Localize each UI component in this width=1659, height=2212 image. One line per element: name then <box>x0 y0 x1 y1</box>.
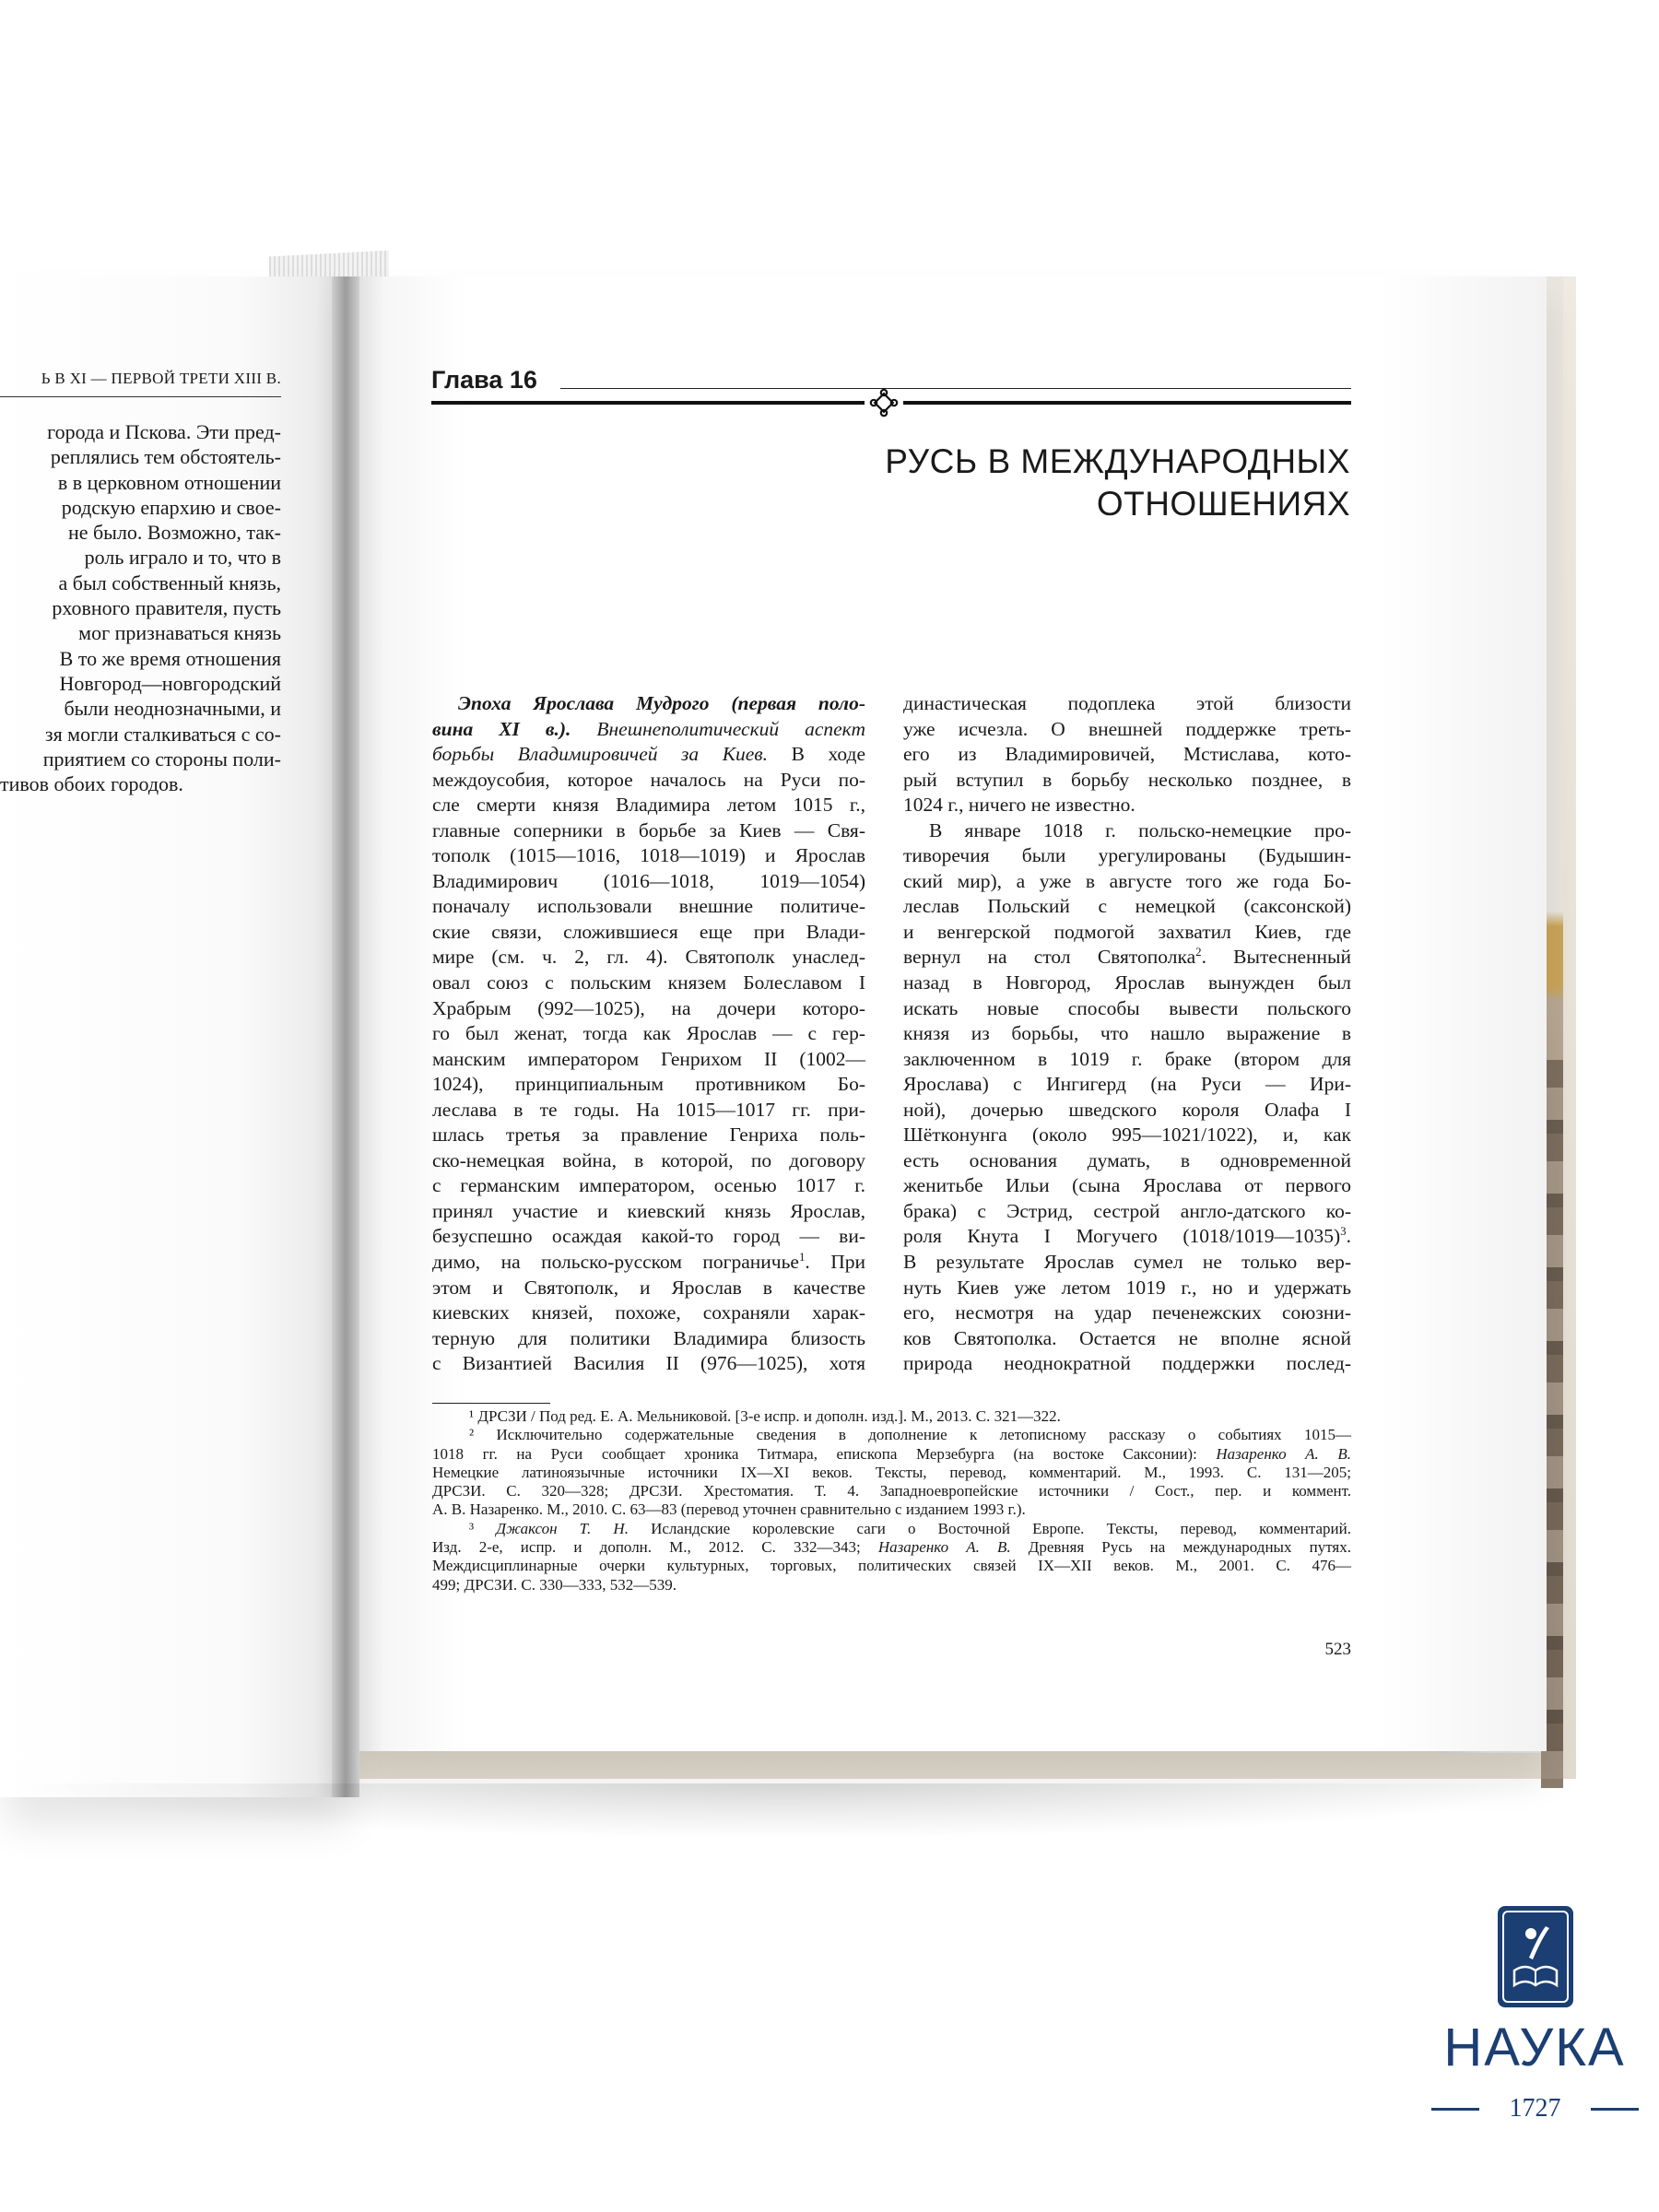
paragraph-line: безуспешно осаждая какой-то город — ви- <box>432 1225 865 1248</box>
footnote-2: А. В. Назаренко. М., 2010. С. 63—83 (перевод уточнен сравнительно с изданием 1993 г.). <box>432 1500 1026 1519</box>
paragraph-line: князя из борьбы, что нашло выражение в <box>903 1022 1351 1045</box>
left-line: в в церковном отношении <box>57 470 281 494</box>
paragraph-line: Храбрым (992—1025), на дочери которо- <box>432 996 865 1019</box>
subsection-heading: Внешнеполитический аспект <box>571 717 865 740</box>
paragraph-line: династическая подоплека этой близости <box>903 692 1351 714</box>
paragraph-line: брака) с Эстрид, сестрой англо-датского ко- <box>903 1199 1351 1222</box>
publisher-name: НАУКА <box>1443 2018 1626 2077</box>
paragraph-line: и венгерской подмогой захватил Киев, где <box>903 920 1351 943</box>
paragraph-line: этом и Святополк, и Ярослав в качестве <box>432 1276 865 1299</box>
paragraph-line: ско-немецкая война, в которой, по договору <box>432 1148 865 1171</box>
heading-rule-thin <box>560 388 1351 389</box>
paragraph-line: уже исчезла. О внешней поддержке треть- <box>903 717 1351 740</box>
footnote-3: Междисциплинарные очерки культурных, торговых, политических связей IX—XII веков. М., 2001. С. 476— <box>432 1557 1351 1575</box>
paragraph-line: тиворечия были урегулированы (Будышин- <box>903 844 1351 867</box>
knot-ornament-icon <box>869 388 899 418</box>
left-line: Новгород—новгородский <box>59 671 281 695</box>
paragraph-line <box>432 691 865 717</box>
paragraph-line: искать новые способы вывести польского <box>903 996 1351 1019</box>
paragraph-line: Владимирович (1016—1018, 1019—1054) <box>432 869 865 892</box>
footnote-1: ¹ ДРСЗИ / Под ред. Е. А. Мельниковой. [3-е испр. и дополн. изд.]. М., 2013. С. 321—322. <box>469 1407 1061 1425</box>
paragraph-line: В январе 1018 г. польско-немецкие про- <box>929 818 1351 841</box>
book-gutter <box>332 276 359 1797</box>
paragraph-line: главные соперники в борьбе за Киев — Свя- <box>432 818 865 841</box>
paragraph-line: ков Святополка. Остается не вполне ясной <box>903 1326 1351 1349</box>
paragraph-line <box>432 717 865 743</box>
left-line: В то же время отношения <box>59 646 281 670</box>
chapter-title-line: ОТНОШЕНИЯХ <box>1096 485 1350 523</box>
chapter-label: Глава 16 <box>431 366 537 394</box>
paragraph-line: нуть Киев уже летом 1019 г., но и удержать <box>903 1276 1351 1299</box>
left-line: приятием со стороны поли- <box>42 747 281 771</box>
paragraph-line: 1024), принципиальным противником Бо- <box>432 1073 865 1096</box>
book-shadow <box>0 1783 1567 1839</box>
paragraph-line: женитьбе Ильи (сына Ярослава от первого <box>903 1174 1351 1197</box>
paragraph-line: его, несмотря на удар печенежских союзни- <box>903 1301 1351 1324</box>
paragraph-line: тополк (1015—1016, 1018—1019) и Ярослав <box>432 844 865 867</box>
paragraph-line: междоусобия, которое началось на Руси по- <box>432 768 865 791</box>
subsection-heading: борьбы Владимировичей за Киев. <box>432 743 769 766</box>
section-heading: Эпоха Ярослава Мудрого (первая поло- <box>458 692 865 714</box>
footnote-ref: 3 <box>1340 1225 1347 1239</box>
paragraph-line: леслав Польский с немецкой (саксонской) <box>903 895 1351 918</box>
text-column-left <box>432 691 865 1377</box>
paragraph-line: назад в Новгород, Ярослав вынужден был <box>903 971 1351 994</box>
left-running-header: Ь В XI — ПЕРВОЙ ТРЕТИ XIII В. <box>41 370 281 387</box>
paragraph-line: поначалу использовали внешние политиче- <box>432 895 865 918</box>
book-quill-icon <box>1498 1906 1573 2007</box>
footnote-3: ³ Джаксон Т. Н. Исландские королевские саги о Восточной Европе. Тексты, перевод, комментарий. <box>469 1519 1351 1537</box>
paragraph-line: манским императором Генрихом II (1002— <box>432 1047 865 1070</box>
left-line: были неоднозначными, и <box>64 697 281 721</box>
paragraph-line: борьбы Владимировичей за Киев. В ходе <box>432 743 865 766</box>
paragraph-line: его из Владимировичей, Мстислава, кото- <box>903 743 1351 766</box>
paragraph-line: роля Кнута I Могучего (1018/1019—1035)$^3$. <box>903 1225 1351 1248</box>
page-number: 523 <box>1324 1640 1351 1659</box>
left-line: тивов обоих городов. <box>0 772 183 796</box>
paragraph-line: вернул на стол Святополка$^2$. Вытесненный <box>903 946 1351 969</box>
logo-dash <box>1591 2108 1639 2111</box>
paragraph-line: В результате Ярослав сумел не только вер- <box>903 1251 1351 1274</box>
left-line: родскую епархию и свое- <box>61 495 281 519</box>
publisher-year-row <box>1431 2095 1639 2123</box>
footnote-ref: 1 <box>798 1250 806 1264</box>
left-line: а был собственный князь, <box>58 571 281 594</box>
paragraph-line: с Византией Василия II (976—1025), хотя <box>432 1352 865 1375</box>
paragraph-line: сле смерти князя Владимира летом 1015 г., <box>432 794 865 817</box>
text-column-right <box>903 691 1351 1377</box>
paragraph-line: ский мир), а уже в августе того же года Бо- <box>903 869 1351 892</box>
paragraph-line: овал союз с польским князем Болеславом I <box>432 971 865 994</box>
publisher-year: 1727 <box>1509 2094 1561 2123</box>
paragraph-line: ские связи, сложившиеся еще при Влади- <box>432 920 865 943</box>
paragraph-line: 1024 г., ничего не известно. <box>903 794 1135 817</box>
footnote-2: ² Исключительно содержательные сведения в дополнение к летописному рассказу о событиях 1015— <box>469 1426 1351 1444</box>
heading-rule-thick-left <box>431 401 865 405</box>
paragraph-line: есть основания думать, в одновременной <box>903 1148 1351 1171</box>
chapter-title-line: РУСЬ В МЕЖДУНАРОДНЫХ <box>885 442 1350 480</box>
left-line: города и Пскова. Эти пред- <box>47 420 281 443</box>
footnote-rule <box>432 1403 550 1404</box>
logo-dash <box>1431 2108 1479 2111</box>
left-line: мог признаваться князь <box>78 621 281 645</box>
paragraph-line: димо, на польско-русском пограничье$^1$. При <box>432 1250 865 1274</box>
paragraph-line: мире (см. ч. 2, гл. 4). Святополк унаслед- <box>432 946 865 969</box>
left-page-text <box>0 419 281 796</box>
heading-rule-thick-right <box>903 401 1351 405</box>
paragraph-line: принял участие и киевский князь Ярослав, <box>432 1199 865 1222</box>
footnote-3: 499; ДРСЗИ. С. 330—333, 532—539. <box>432 1575 677 1594</box>
paragraph-line: шлась третья за правление Генриха поль- <box>432 1124 865 1147</box>
chapter-title <box>645 441 1350 525</box>
paragraph-line: с германским императором, осенью 1017 г. <box>432 1174 865 1197</box>
paragraph-line: рый вступил в борьбу несколько позднее, в <box>903 768 1351 791</box>
paragraph-line: го был женат, тогда как Ярослав — с гер- <box>432 1022 865 1045</box>
left-line: роль играло и то, что в <box>84 546 281 570</box>
footnote-ref: 2 <box>1195 946 1202 959</box>
publisher-emblem-icon <box>1498 1906 1573 2007</box>
paragraph-line: ной), дочерью шведского короля Олафа I <box>903 1098 1351 1121</box>
footnote-2: Немецкие латиноязычные источники IX—XI веков. Тексты, перевод, комментарий. М., 1993. С. 131—205; <box>432 1463 1351 1481</box>
paragraph-line: леслава в те годы. На 1015—1017 гг. при- <box>432 1098 865 1121</box>
footnote-2: 1018 гг. на Руси сообщает хроника Титмара, епископа Мерзебурга (на востоке Саксонии): Назаренко А. В. <box>432 1444 1351 1463</box>
paragraph-line: киевских князей, похоже, сохраняли харак- <box>432 1301 865 1324</box>
paragraph-line: Шётконунга (около 995—1021/1022), и, как <box>903 1124 1351 1147</box>
footnotes <box>432 1407 1351 1594</box>
paragraph-line: Ярослава) с Ингигерд (на Руси — Ири- <box>903 1073 1351 1096</box>
paragraph-line: терную для политики Владимира близость <box>432 1326 865 1349</box>
left-line: зя могли сталкиваться с со- <box>44 722 281 746</box>
footnote-3: Изд. 2-е, испр. и дополн. М., 2012. С. 332—343; Назаренко А. В. Древняя Русь на международных путях. <box>432 1538 1351 1557</box>
section-heading: вина XI в.). <box>432 717 571 740</box>
paragraph-line: заключенном в 1019 г. браке (втором для <box>903 1047 1351 1070</box>
left-header-rule <box>0 396 281 397</box>
paragraph-line: природа неоднократной поддержки послед- <box>903 1352 1351 1375</box>
left-line: не было. Возможно, так- <box>67 521 281 545</box>
footnote-2: ДРСЗИ. С. 320—328; ДРСЗИ. Хрестоматия. Т. 4. Западноевропейские источники / Сост., пер. и коммент. <box>432 1482 1351 1500</box>
left-line: реплялись тем обстоятель- <box>50 445 281 469</box>
left-line: рховного правителя, пусть <box>52 596 281 620</box>
